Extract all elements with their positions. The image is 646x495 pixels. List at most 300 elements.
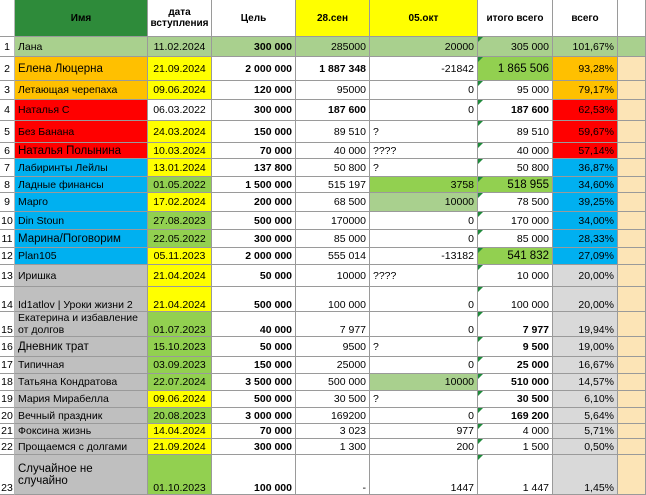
cell-goal[interactable]	[212, 248, 296, 265]
cell-oct05[interactable]	[370, 81, 478, 100]
cell-name-text: Екатерина и избавление от долгов	[18, 312, 138, 336]
cell-pct-text: 1,45%	[584, 482, 614, 494]
cell-sep28[interactable]	[296, 121, 370, 143]
row-number-text: 19	[1, 393, 13, 405]
cell-oct05[interactable]	[370, 193, 478, 212]
row-number[interactable]	[0, 37, 15, 57]
cell-oct05-text: 10000	[444, 196, 474, 208]
cell-oct05[interactable]	[370, 121, 478, 143]
cell-goal-text: 300 000	[254, 40, 292, 53]
cell-sep28[interactable]	[296, 265, 370, 287]
cell-name-text: Din Stoun	[18, 214, 65, 227]
cell-date-text: 21.09.2024	[153, 62, 206, 75]
row-number-text: 9	[4, 196, 10, 208]
cell-name-text: Вечный праздник	[18, 409, 103, 422]
cell-name[interactable]	[15, 230, 148, 248]
cell-oct05[interactable]	[370, 357, 478, 374]
cell-goal[interactable]	[212, 193, 296, 212]
cell-sep28[interactable]	[296, 100, 370, 121]
cell-total[interactable]	[478, 143, 553, 159]
row-number[interactable]	[0, 408, 15, 424]
header-total[interactable]	[478, 0, 553, 37]
cell-total[interactable]	[478, 424, 553, 439]
cell-oct05[interactable]	[370, 337, 478, 357]
cell-extra[interactable]	[618, 143, 646, 159]
cell-sep28[interactable]	[296, 439, 370, 455]
row-number[interactable]	[0, 287, 15, 312]
cell-sep28-text: 285000	[330, 40, 366, 53]
cell-extra[interactable]	[618, 81, 646, 100]
cell-date[interactable]	[148, 177, 212, 193]
row-number-text: 11	[1, 232, 13, 245]
row-number[interactable]	[0, 81, 15, 100]
cell-extra[interactable]	[618, 100, 646, 121]
cell-date[interactable]	[148, 287, 212, 312]
cell-oct05[interactable]	[370, 212, 478, 230]
cell-name[interactable]	[15, 265, 148, 287]
cell-oct05-text: 20000	[444, 40, 474, 53]
row-number[interactable]	[0, 57, 15, 81]
cell-pct[interactable]	[553, 212, 618, 230]
cell-oct05-text: -13182	[441, 250, 474, 262]
cell-name[interactable]	[15, 357, 148, 374]
cell-extra[interactable]	[618, 37, 646, 57]
cell-oct05[interactable]	[370, 391, 478, 408]
cell-pct[interactable]	[553, 177, 618, 193]
cell-name-text: Plan105	[18, 250, 57, 262]
cell-goal[interactable]	[212, 391, 296, 408]
cell-sep28[interactable]	[296, 337, 370, 357]
cell-sep28-text: 85 000	[333, 232, 366, 245]
row-number[interactable]	[0, 455, 15, 495]
cell-goal-text: 2 000 000	[245, 250, 292, 262]
cell-name[interactable]	[15, 455, 148, 495]
cell-sep28[interactable]	[296, 81, 370, 100]
cell-name[interactable]	[15, 287, 148, 312]
row-number-text: 22	[1, 440, 13, 453]
cell-sep28-text: -	[362, 482, 366, 494]
cell-oct05-text: 1447	[450, 482, 474, 494]
cell-pct[interactable]	[553, 374, 618, 391]
cell-date[interactable]	[148, 337, 212, 357]
cell-sep28-text: 1 300	[339, 440, 366, 453]
cell-name-text: Марина/Поговорим	[18, 232, 121, 245]
cell-total-text: 85 000	[516, 232, 549, 245]
cell-pct-text: 0,50%	[584, 440, 614, 453]
cell-date[interactable]	[148, 37, 212, 57]
cell-goal[interactable]	[212, 121, 296, 143]
cell-sep28-text: 89 510	[333, 125, 366, 138]
cell-total-text: 170 000	[511, 214, 549, 227]
cell-date-text: 15.10.2023	[153, 340, 206, 353]
cell-extra[interactable]	[618, 248, 646, 265]
cell-extra[interactable]	[618, 312, 646, 337]
cell-extra[interactable]	[618, 337, 646, 357]
cell-pct[interactable]	[553, 357, 618, 374]
cell-date[interactable]	[148, 159, 212, 177]
header-sep28-text: 28.сен	[316, 12, 349, 24]
cell-sep28[interactable]	[296, 408, 370, 424]
cell-pct[interactable]	[553, 248, 618, 265]
cell-extra[interactable]	[618, 424, 646, 439]
cell-oct05[interactable]	[370, 143, 478, 159]
cell-oct05[interactable]	[370, 312, 478, 337]
cell-total[interactable]	[478, 439, 553, 455]
cell-extra[interactable]	[618, 439, 646, 455]
cell-name[interactable]	[15, 57, 148, 81]
cell-total-text: 95 000	[516, 84, 549, 96]
cell-date[interactable]	[148, 439, 212, 455]
cell-oct05-text: 0	[468, 324, 474, 336]
row-number[interactable]	[0, 337, 15, 357]
cell-goal[interactable]	[212, 143, 296, 159]
cell-goal[interactable]	[212, 312, 296, 337]
cell-goal[interactable]	[212, 37, 296, 57]
header-sep28[interactable]	[296, 0, 370, 37]
cell-sep28-text: 169200	[330, 409, 366, 422]
row-number[interactable]	[0, 424, 15, 439]
cell-pct-text: 93,28%	[578, 62, 614, 75]
row-number[interactable]	[0, 121, 15, 143]
cell-total-text: 1 447	[522, 482, 549, 494]
row-number-text: 6	[4, 144, 10, 157]
row-number-text: 7	[4, 161, 10, 174]
cell-total[interactable]	[478, 265, 553, 287]
cell-total[interactable]	[478, 230, 553, 248]
cell-name[interactable]	[15, 81, 148, 100]
cell-oct05-text: 0	[468, 299, 474, 311]
cell-goal[interactable]	[212, 81, 296, 100]
cell-date[interactable]	[148, 121, 212, 143]
cell-name[interactable]	[15, 193, 148, 212]
cell-sep28[interactable]	[296, 287, 370, 312]
cell-goal[interactable]	[212, 57, 296, 81]
cell-oct05[interactable]	[370, 177, 478, 193]
cell-sep28[interactable]	[296, 212, 370, 230]
row-number-text: 15	[1, 324, 13, 336]
header-pct[interactable]	[553, 0, 618, 37]
cell-pct[interactable]	[553, 121, 618, 143]
header-oct05[interactable]	[370, 0, 478, 37]
cell-pct[interactable]	[553, 287, 618, 312]
cell-name[interactable]	[15, 100, 148, 121]
cell-sep28[interactable]	[296, 37, 370, 57]
cell-goal[interactable]	[212, 374, 296, 391]
cell-name[interactable]	[15, 391, 148, 408]
cell-total[interactable]	[478, 212, 553, 230]
cell-extra[interactable]	[618, 177, 646, 193]
cell-pct[interactable]	[553, 81, 618, 100]
row-number-text: 16	[1, 340, 13, 353]
header-date-text: дата вступления	[150, 7, 209, 29]
cell-name-text: Без Банана	[18, 125, 75, 138]
cell-goal-text: 500 000	[254, 299, 292, 311]
cell-name-text: Ладные финансы	[18, 178, 104, 191]
cell-total[interactable]	[478, 374, 553, 391]
row-number[interactable]	[0, 159, 15, 177]
cell-name[interactable]	[15, 337, 148, 357]
cell-sep28-text: 170000	[330, 214, 366, 227]
cell-oct05[interactable]	[370, 439, 478, 455]
row-number[interactable]	[0, 374, 15, 391]
row-number[interactable]	[0, 265, 15, 287]
cell-date-text: 05.11.2023	[153, 250, 206, 262]
cell-pct-text: 36,87%	[578, 161, 614, 174]
cell-oct05[interactable]	[370, 408, 478, 424]
cell-total-text: 1 500	[522, 440, 549, 453]
cell-total[interactable]	[478, 248, 553, 265]
cell-extra[interactable]	[618, 265, 646, 287]
cell-total[interactable]	[478, 177, 553, 193]
cell-goal[interactable]	[212, 439, 296, 455]
cell-extra[interactable]	[618, 230, 646, 248]
cell-goal[interactable]	[212, 357, 296, 374]
cell-extra[interactable]	[618, 408, 646, 424]
cell-oct05[interactable]	[370, 100, 478, 121]
cell-oct05-text: 0	[468, 359, 474, 371]
header-name[interactable]	[15, 0, 148, 37]
cell-extra[interactable]	[618, 287, 646, 312]
cell-date[interactable]	[148, 57, 212, 81]
cell-total[interactable]	[478, 391, 553, 408]
cell-pct-text: 62,53%	[578, 104, 614, 116]
cell-total[interactable]	[478, 408, 553, 424]
cell-oct05[interactable]	[370, 265, 478, 287]
cell-date-text: 06.03.2022	[153, 104, 206, 116]
cell-sep28[interactable]	[296, 230, 370, 248]
cell-date[interactable]	[148, 312, 212, 337]
cell-goal-text: 3 000 000	[245, 409, 292, 422]
cell-name-text: Марго	[18, 196, 48, 208]
cell-sep28[interactable]	[296, 374, 370, 391]
row-header-corner	[0, 0, 15, 37]
cell-name[interactable]	[15, 212, 148, 230]
cell-sep28[interactable]	[296, 424, 370, 439]
cell-total[interactable]	[478, 193, 553, 212]
cell-pct-text: 28,33%	[578, 232, 614, 245]
cell-extra[interactable]	[618, 374, 646, 391]
cell-pct[interactable]	[553, 265, 618, 287]
cell-total[interactable]	[478, 337, 553, 357]
cell-goal[interactable]	[212, 287, 296, 312]
cell-date-text: 01.07.2023	[153, 324, 206, 336]
cell-oct05[interactable]	[370, 424, 478, 439]
cell-date[interactable]	[148, 455, 212, 495]
row-number[interactable]	[0, 212, 15, 230]
cell-name[interactable]	[15, 37, 148, 57]
cell-goal[interactable]	[212, 212, 296, 230]
cell-total-text: 541 832	[507, 250, 549, 262]
row-number[interactable]	[0, 177, 15, 193]
cell-pct[interactable]	[553, 391, 618, 408]
cell-name[interactable]	[15, 408, 148, 424]
cell-goal[interactable]	[212, 408, 296, 424]
cell-date[interactable]	[148, 265, 212, 287]
cell-oct05[interactable]	[370, 374, 478, 391]
cell-pct[interactable]	[553, 424, 618, 439]
cell-sep28-text: 187 600	[328, 104, 366, 116]
cell-total[interactable]	[478, 121, 553, 143]
cell-oct05[interactable]	[370, 455, 478, 495]
cell-pct[interactable]	[553, 193, 618, 212]
cell-total[interactable]	[478, 159, 553, 177]
cell-pct[interactable]	[553, 100, 618, 121]
cell-goal[interactable]	[212, 265, 296, 287]
cell-pct[interactable]	[553, 312, 618, 337]
row-number[interactable]	[0, 248, 15, 265]
cell-date-text: 27.08.2023	[153, 214, 206, 227]
cell-name[interactable]	[15, 424, 148, 439]
cell-sep28[interactable]	[296, 312, 370, 337]
cell-pct[interactable]	[553, 159, 618, 177]
cell-name-text: Прощаемся с долгами	[18, 440, 128, 453]
cell-pct-text: 39,25%	[578, 196, 614, 208]
cell-sep28[interactable]	[296, 193, 370, 212]
cell-total[interactable]	[478, 57, 553, 81]
cell-date[interactable]	[148, 391, 212, 408]
row-number-text: 13	[1, 269, 13, 282]
row-number[interactable]	[0, 143, 15, 159]
row-number[interactable]	[0, 439, 15, 455]
cell-oct05-text: 0	[468, 409, 474, 422]
cell-goal[interactable]	[212, 337, 296, 357]
cell-date[interactable]	[148, 248, 212, 265]
cell-name-text: Типичная	[18, 359, 65, 371]
row-number-text: 10	[1, 214, 13, 227]
cell-name[interactable]	[15, 177, 148, 193]
cell-date[interactable]	[148, 143, 212, 159]
cell-sep28[interactable]	[296, 357, 370, 374]
cell-total[interactable]	[478, 455, 553, 495]
cell-oct05[interactable]	[370, 57, 478, 81]
cell-goal[interactable]	[212, 159, 296, 177]
cell-date[interactable]	[148, 408, 212, 424]
cell-date[interactable]	[148, 424, 212, 439]
row-number-text: 1	[4, 40, 10, 53]
row-number[interactable]	[0, 391, 15, 408]
question-mark-note: ?	[373, 161, 379, 174]
row-number[interactable]	[0, 230, 15, 248]
cell-goal-text: 300 000	[254, 440, 292, 453]
cell-goal[interactable]	[212, 177, 296, 193]
cell-sep28[interactable]	[296, 159, 370, 177]
cell-total[interactable]	[478, 312, 553, 337]
cell-sep28[interactable]	[296, 143, 370, 159]
cell-date-text: 17.02.2024	[153, 196, 206, 208]
cell-sep28[interactable]	[296, 177, 370, 193]
cell-sep28[interactable]	[296, 57, 370, 81]
cell-total[interactable]	[478, 81, 553, 100]
cell-date[interactable]	[148, 374, 212, 391]
cell-oct05[interactable]	[370, 248, 478, 265]
cell-oct05-text: 3758	[450, 178, 474, 191]
header-pct-text: всего	[571, 12, 599, 24]
cell-date[interactable]	[148, 357, 212, 374]
cell-oct05[interactable]	[370, 230, 478, 248]
row-number-text: 3	[4, 84, 10, 96]
cell-name-text: Наталья С	[18, 104, 70, 116]
header-oct05-text: 05.окт	[408, 12, 439, 24]
cell-oct05[interactable]	[370, 37, 478, 57]
row-number-text: 18	[1, 376, 13, 388]
row-number[interactable]	[0, 100, 15, 121]
cell-sep28-text: 100 000	[328, 299, 366, 311]
cell-total[interactable]	[478, 100, 553, 121]
cell-extra[interactable]	[618, 193, 646, 212]
cell-goal[interactable]	[212, 230, 296, 248]
cell-total[interactable]	[478, 37, 553, 57]
cell-extra[interactable]	[618, 57, 646, 81]
cell-name[interactable]	[15, 143, 148, 159]
cell-extra[interactable]	[618, 357, 646, 374]
cell-date[interactable]	[148, 230, 212, 248]
row-number[interactable]	[0, 357, 15, 374]
cell-extra[interactable]	[618, 455, 646, 495]
cell-date[interactable]	[148, 100, 212, 121]
cell-pct[interactable]	[553, 37, 618, 57]
cell-pct[interactable]	[553, 439, 618, 455]
cell-pct[interactable]	[553, 143, 618, 159]
cell-extra[interactable]	[618, 391, 646, 408]
cell-goal-text: 1 500 000	[245, 178, 292, 191]
cell-extra[interactable]	[618, 212, 646, 230]
cell-pct[interactable]	[553, 408, 618, 424]
cell-goal[interactable]	[212, 100, 296, 121]
cell-extra[interactable]	[618, 159, 646, 177]
cell-total-text: 78 500	[516, 196, 549, 208]
cell-name[interactable]	[15, 439, 148, 455]
cell-goal[interactable]	[212, 455, 296, 495]
header-goal[interactable]	[212, 0, 296, 37]
cell-name[interactable]	[15, 121, 148, 143]
cell-extra[interactable]	[618, 121, 646, 143]
cell-name[interactable]	[15, 374, 148, 391]
cell-total[interactable]	[478, 287, 553, 312]
cell-sep28[interactable]	[296, 248, 370, 265]
cell-name[interactable]	[15, 248, 148, 265]
cell-sep28[interactable]	[296, 455, 370, 495]
cell-goal-text: 3 500 000	[245, 376, 292, 388]
cell-date[interactable]	[148, 81, 212, 100]
cell-sep28-text: 1 887 348	[319, 62, 366, 75]
cell-date-text: 10.03.2024	[153, 144, 206, 157]
cell-name[interactable]	[15, 159, 148, 177]
cell-sep28-text: 40 000	[333, 144, 366, 157]
cell-oct05-text: 200	[456, 440, 474, 453]
row-number[interactable]	[0, 193, 15, 212]
cell-pct[interactable]	[553, 57, 618, 81]
cell-goal[interactable]	[212, 424, 296, 439]
question-mark-note: ?	[373, 393, 379, 405]
row-number-text: 23	[1, 482, 13, 494]
cell-sep28-text: 68 500	[333, 196, 366, 208]
cell-pct[interactable]	[553, 455, 618, 495]
cell-oct05[interactable]	[370, 287, 478, 312]
cell-pct[interactable]	[553, 230, 618, 248]
cell-total[interactable]	[478, 357, 553, 374]
cell-total-text: 510 000	[511, 376, 549, 388]
header-date[interactable]	[148, 0, 212, 37]
cell-date[interactable]	[148, 193, 212, 212]
cell-name[interactable]	[15, 312, 148, 337]
row-number[interactable]	[0, 312, 15, 337]
cell-pct[interactable]	[553, 337, 618, 357]
cell-date-text: 01.10.2023	[153, 482, 206, 494]
cell-sep28[interactable]	[296, 391, 370, 408]
cell-sep28-text: 7 977	[339, 324, 366, 336]
cell-date[interactable]	[148, 212, 212, 230]
cell-oct05[interactable]	[370, 159, 478, 177]
